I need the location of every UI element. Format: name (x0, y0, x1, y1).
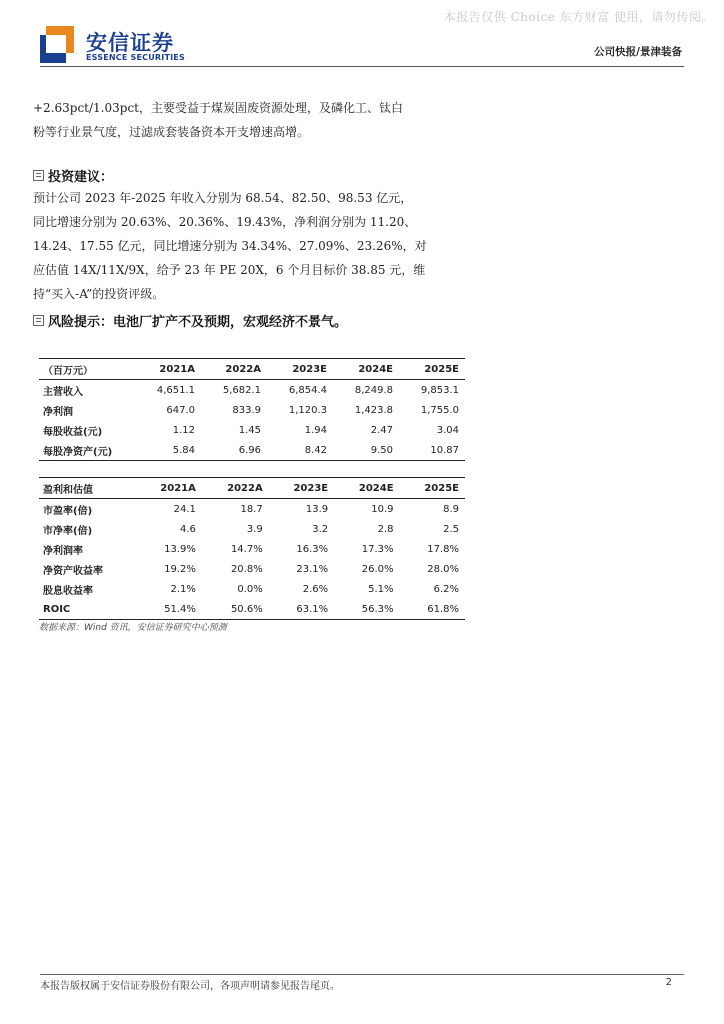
table-cell: 19.2% (164, 563, 196, 575)
table-cell: 63.1% (296, 603, 329, 615)
table-cell: 1.12 (172, 424, 195, 436)
table-header-cell: 2024E (358, 482, 394, 494)
table-header-cell: 2025E (424, 363, 459, 375)
table-cell: 20.8% (230, 563, 263, 575)
data-source-note: 数据来源：Wind 资讯，安信证券研究中心预测 (39, 623, 227, 633)
text-line: 应估值 14X/11X/9X，给予 23 年 PE 20X，6 个月目标价 38.85 元，维 (33, 263, 426, 277)
table-cell: 6.2% (433, 583, 459, 595)
table-cell: 2.8 (377, 523, 394, 535)
row-label: 净利润率 (43, 545, 83, 557)
table-row (39, 400, 465, 420)
table-cell: 10.9 (371, 503, 394, 515)
table-cell: 23.1% (296, 563, 329, 575)
table-cell: 16.3% (296, 543, 329, 555)
table-cell: 2.47 (370, 424, 393, 436)
table-cell: 13.9% (164, 543, 196, 555)
table-header-cell: 2025E (424, 482, 459, 494)
section-icon (33, 315, 44, 326)
row-label: 每股净资产(元) (43, 446, 113, 458)
table-cell: 1,423.8 (354, 404, 393, 416)
section-icon (33, 170, 44, 181)
table-cell: 9,853.1 (420, 384, 459, 396)
intro-paragraph (33, 96, 473, 144)
row-label: 净利润 (43, 406, 73, 418)
table-cell: 647.0 (166, 404, 195, 416)
row-label: 每股收益(元) (43, 426, 103, 438)
text-line: +2.63pct/1.03pct，主要受益于煤炭固废资源处理，及磷化工、钛白 (33, 101, 403, 115)
table-cell: 17.8% (427, 543, 459, 555)
watermark: 本报告仅供 Choice 东方财富 使用，请勿传阅。 (443, 10, 714, 24)
text-line: 粉等行业景气度，过滤成套装备资本开支增速高增。 (33, 125, 310, 139)
table-header-cell: 2023E (293, 482, 329, 494)
table-row (39, 440, 465, 461)
table-cell: 24.1 (173, 503, 196, 515)
logo-name-en: ESSENCE SECURITIES (86, 53, 185, 62)
table-cell: 18.7 (240, 503, 263, 515)
table-header-cell: 2024E (358, 363, 393, 375)
table-cell: 61.8% (427, 603, 459, 615)
table-cell: 2.1% (170, 583, 196, 595)
company-logo (40, 26, 210, 66)
report-type: 公司快报/景津装备 (594, 46, 682, 58)
table-cell: 4,651.1 (156, 384, 195, 396)
table-row (39, 519, 465, 539)
text-line: 持“买入-A”的投资评级。 (33, 287, 165, 301)
table-cell: 13.9 (305, 503, 329, 515)
table-row (39, 499, 465, 520)
footer-divider (40, 974, 684, 975)
row-label: 市盈率(倍) (43, 505, 93, 517)
table-header-cell: 2022A (225, 363, 261, 375)
table-cell: 56.3% (361, 603, 394, 615)
row-label: ROIC (43, 603, 71, 615)
table-cell: 1.94 (304, 424, 327, 436)
table-cell: 2.6% (302, 583, 329, 595)
table-header-cell: 2023E (292, 363, 327, 375)
table-cell: 28.0% (427, 563, 459, 575)
logo-name-cn: 安信证券 (86, 31, 174, 55)
page-number: 2 (665, 977, 672, 988)
table-header-row (39, 359, 465, 380)
table-cell: 6.96 (238, 444, 261, 456)
table-header-row (39, 478, 465, 499)
table-cell: 6,854.4 (288, 384, 327, 396)
table-cell: 8.9 (443, 503, 459, 515)
table-cell: 5.1% (368, 583, 394, 595)
logo-mark-icon (40, 26, 74, 63)
table-cell: 14.7% (230, 543, 263, 555)
financial-summary-table (39, 358, 465, 461)
table-header-cell: （百万元） (43, 365, 93, 377)
table-header-cell: 2021A (160, 482, 196, 494)
table-cell: 10.87 (430, 444, 459, 456)
table-cell: 4.6 (179, 523, 196, 535)
table-cell: 2.5 (443, 523, 459, 535)
invest-heading (33, 166, 113, 185)
footer-disclaimer: 本报告版权属于安信证券股份有限公司，各项声明请参见报告尾页。 (40, 981, 340, 992)
row-label: 主营收入 (43, 386, 83, 398)
row-label: 市净率(倍) (43, 525, 93, 537)
invest-heading-text: 投资建议： (48, 170, 114, 185)
table-cell: 51.4% (164, 603, 196, 615)
table-cell: 5,682.1 (222, 384, 261, 396)
table-row (39, 380, 465, 401)
table-cell: 1,755.0 (420, 404, 459, 416)
table-row (39, 539, 465, 559)
table-header-cell: 盈利和估值 (43, 484, 93, 496)
table-cell: 8.42 (304, 444, 327, 456)
table-cell: 833.9 (232, 404, 261, 416)
text-line: 同比增速分别为 20.63%、20.36%、19.43%，净利润分别为 11.20、 (33, 215, 417, 229)
table-cell: 1,120.3 (288, 404, 327, 416)
table-header-cell: 2021A (159, 363, 195, 375)
table-cell: 50.6% (230, 603, 263, 615)
text-line: 14.24、17.55 亿元，同比增速分别为 34.34%、27.09%、23.26%，对 (33, 239, 427, 253)
invest-paragraph (33, 186, 473, 306)
table-row (39, 420, 465, 440)
text-line: 预计公司 2023 年-2025 年收入分别为 68.54、82.50、98.53 亿元， (33, 191, 413, 205)
table-row (39, 559, 465, 579)
table-cell: 3.9 (246, 523, 263, 535)
table-cell: 17.3% (361, 543, 394, 555)
risk-heading (33, 311, 347, 330)
table-row (39, 599, 465, 620)
valuation-table (39, 477, 465, 620)
table-cell: 26.0% (361, 563, 394, 575)
row-label: 股息收益率 (43, 585, 93, 597)
risk-heading-text: 风险提示：电池厂扩产不及预期，宏观经济不景气。 (48, 315, 348, 330)
table-cell: 3.2 (312, 523, 329, 535)
header-divider (40, 66, 684, 67)
table-cell: 8,249.8 (354, 384, 393, 396)
table-cell: 1.45 (238, 424, 261, 436)
table-cell: 9.50 (370, 444, 393, 456)
row-label: 净资产收益率 (43, 565, 103, 577)
table-cell: 3.04 (436, 424, 459, 436)
table-row (39, 579, 465, 599)
table-header-cell: 2022A (227, 482, 263, 494)
table-cell: 0.0% (237, 583, 263, 595)
table-cell: 5.84 (172, 444, 195, 456)
